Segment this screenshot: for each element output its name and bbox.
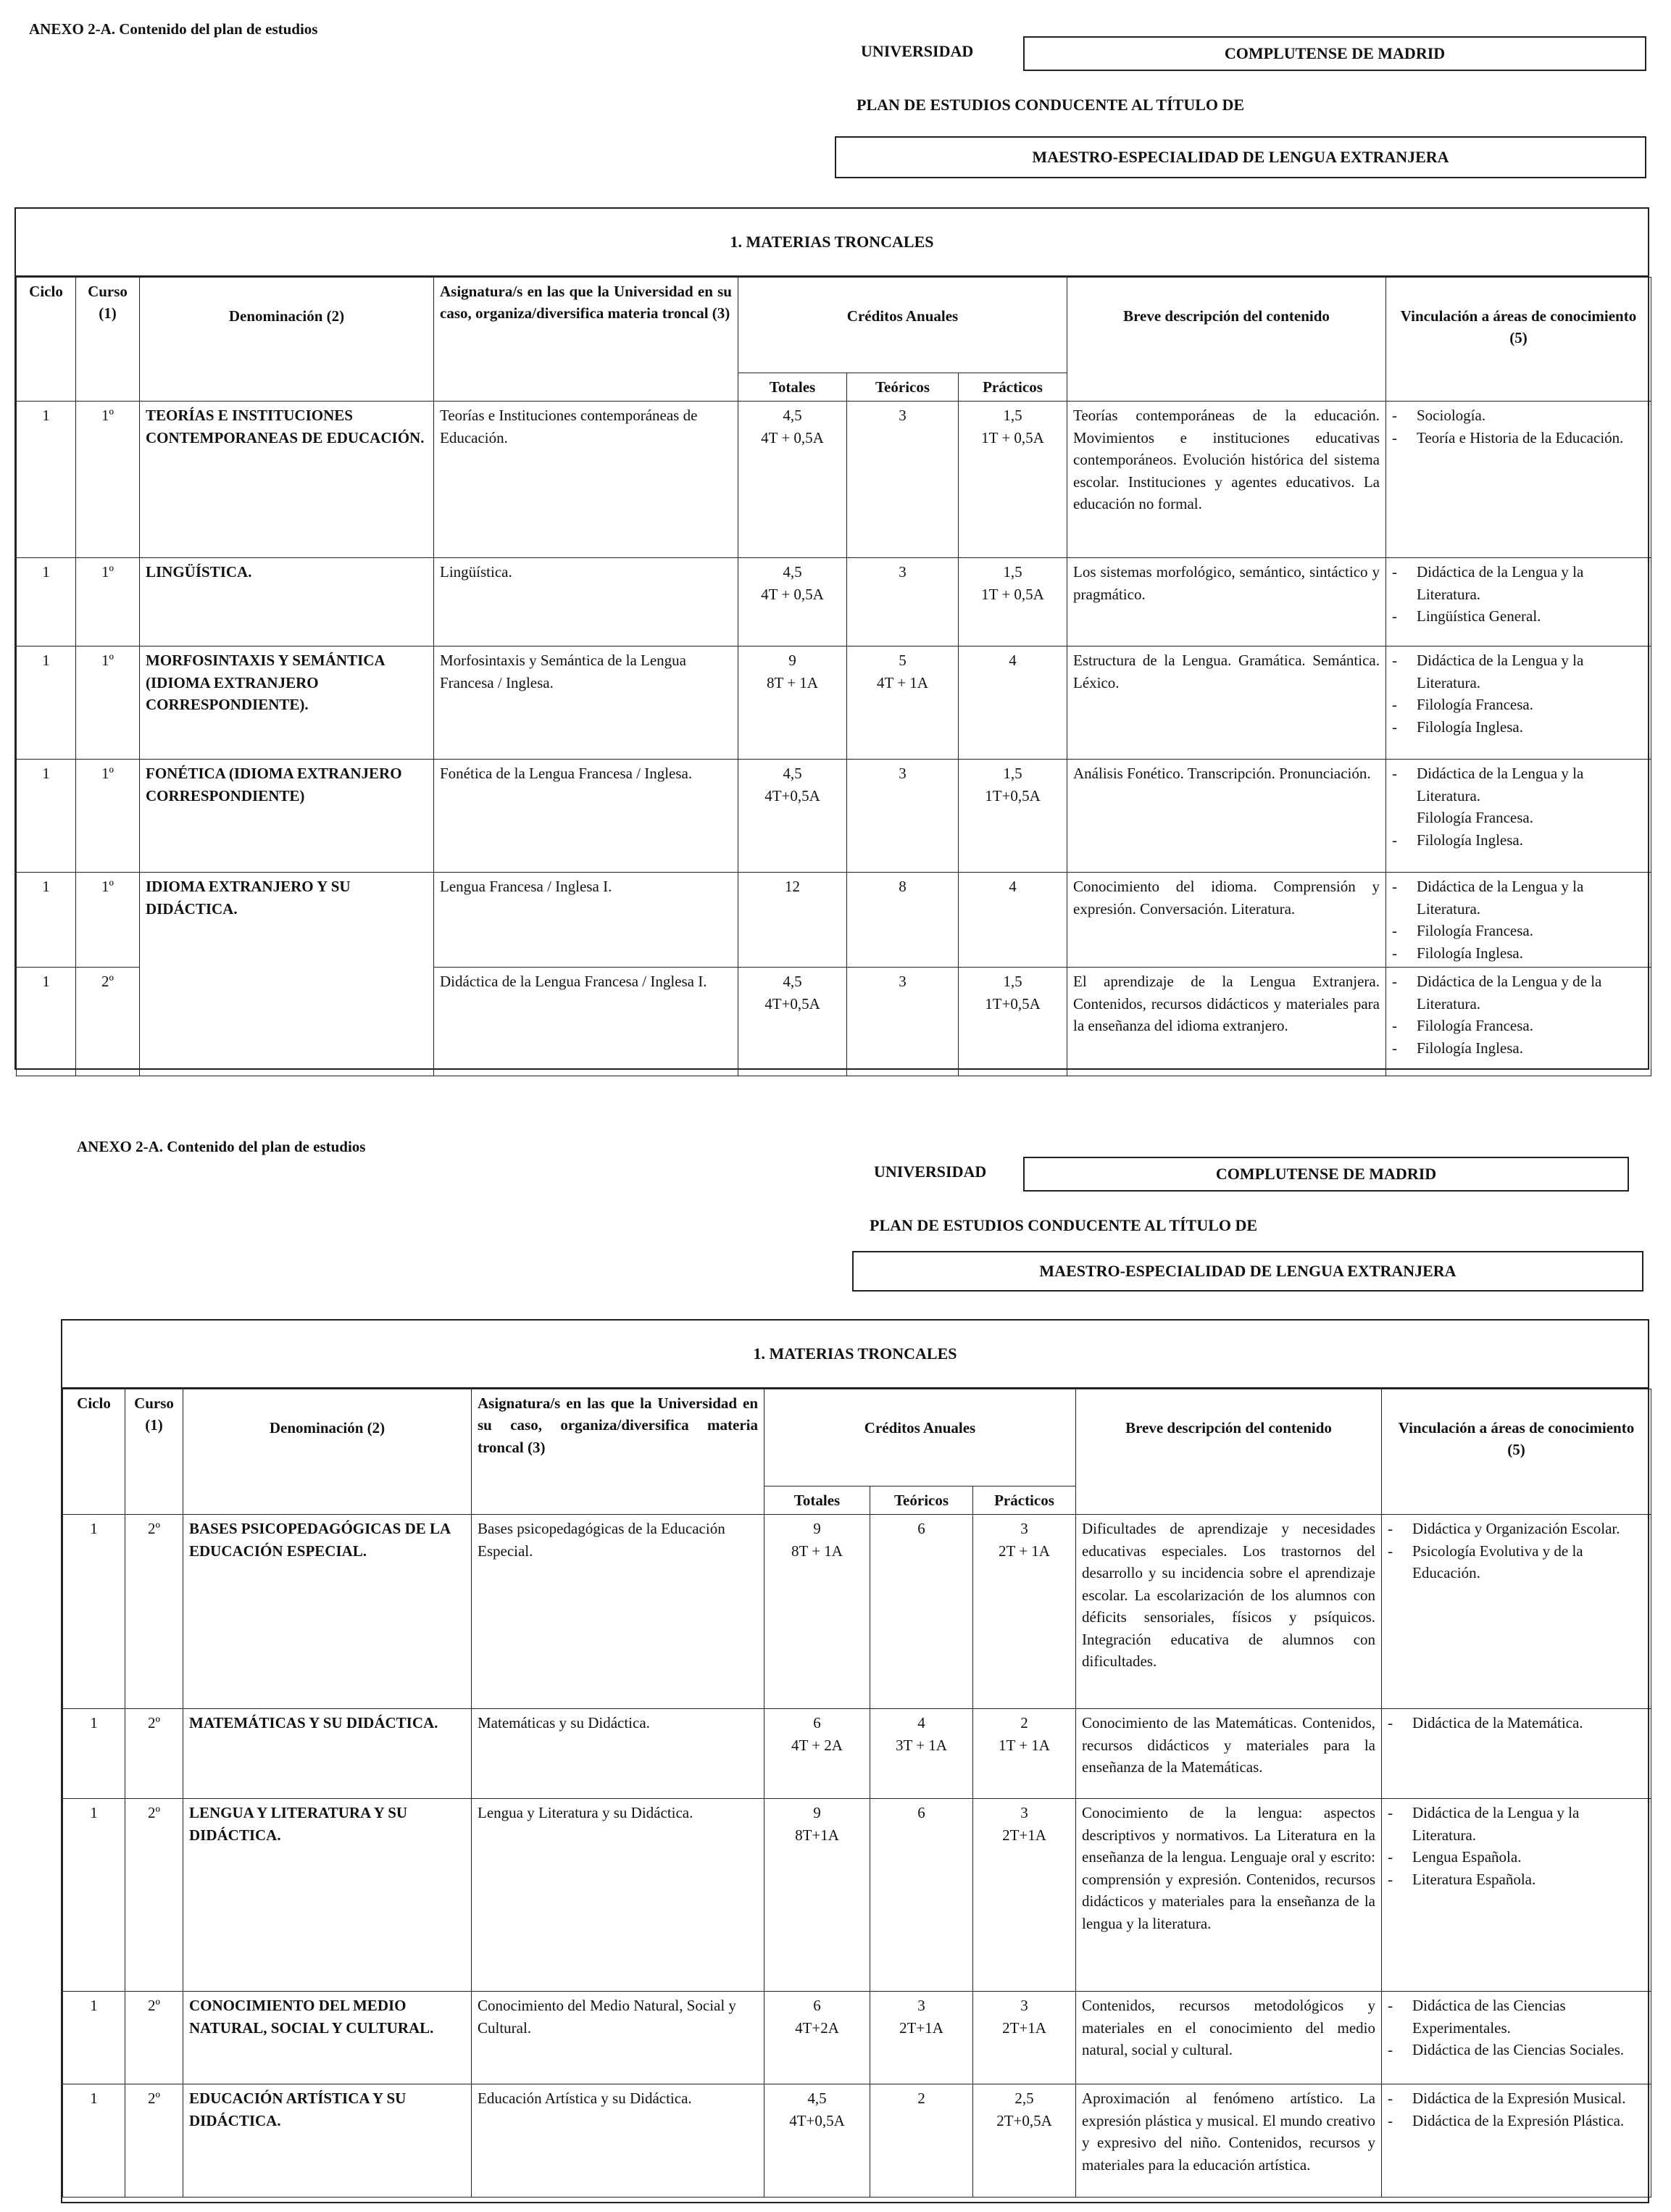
area-item [1388, 1518, 1645, 1539]
totales-value: 4,5 [783, 407, 802, 425]
practicos-breakdown: 2T+1A [1002, 2018, 1046, 2037]
cell-areas [1386, 558, 1651, 646]
cell-areas [1386, 402, 1651, 558]
cell-descripcion: Conocimiento de la lengua: aspectos descriptivos y normativos. La Literatura en la enseñanza de la lengua. Lenguaje oral y escrito: comprensión y expresión. Contenidos, recursos didácticos y materiales para la enseñanza de la lengua y la literatura. [1076, 1799, 1382, 1992]
teoricos-breakdown: 4T + 1A [877, 673, 928, 691]
totales-breakdown: 4T+0,5A [764, 786, 820, 804]
cell-areas [1382, 1799, 1651, 1992]
area-bullet: - [1388, 1714, 1393, 1732]
area-item [1388, 1540, 1645, 1584]
area-item [1392, 942, 1645, 964]
area-text: Filología Francesa. [1417, 696, 1533, 714]
area-item [1392, 561, 1645, 605]
practicos-breakdown: 2T + 1A [999, 1542, 1050, 1560]
area-text: Didáctica de las Ciencias Sociales. [1412, 2041, 1625, 2059]
header-vinculacion: Vinculación a áreas de conocimiento (5) [1386, 278, 1651, 402]
table-row [63, 1992, 1651, 2084]
cell-teoricos [847, 760, 959, 873]
plan-label: PLAN DE ESTUDIOS CONDUCENTE AL TÍTULO DE [870, 1216, 1258, 1234]
area-bullet: - [1388, 1870, 1393, 1888]
cell-asignatura: Didáctica de la Lengua Francesa / Inglesa I. [434, 968, 738, 1076]
cell-practicos [973, 1709, 1076, 1799]
teoricos-value: 6 [917, 1520, 925, 1538]
materias-table-container [61, 1319, 1649, 2203]
cell-ciclo: 1 [17, 760, 76, 873]
table-row [17, 402, 1651, 558]
area-item [1388, 1802, 1645, 1846]
area-text: Didáctica de la Expresión Musical. [1412, 2090, 1626, 2108]
area-item [1388, 2110, 1645, 2132]
cell-areas [1386, 968, 1651, 1076]
area-text: Didáctica de la Lengua y la Literatura. [1417, 563, 1584, 603]
area-bullet: - [1392, 765, 1397, 783]
area-item [1392, 1037, 1645, 1059]
cell-curso: 2º [125, 2084, 183, 2198]
practicos-breakdown: 2T+1A [1002, 1826, 1046, 1844]
cell-totales [764, 1799, 870, 1992]
area-bullet: - [1388, 1520, 1393, 1538]
teoricos-value: 8 [899, 878, 907, 896]
cell-ciclo: 1 [17, 402, 76, 558]
practicos-breakdown: 1T + 0,5A [981, 428, 1044, 446]
totales-value: 12 [785, 878, 800, 896]
cell-areas [1386, 760, 1651, 873]
cell-ciclo: 1 [17, 873, 76, 968]
cell-descripcion: Los sistemas morfológico, semántico, sintáctico y pragmático. [1067, 558, 1386, 646]
table-row [63, 1709, 1651, 1799]
cell-denominacion: TEORÍAS E INSTITUCIONES CONTEMPORANEAS DE EDUCACIÓN. [140, 402, 434, 558]
area-text: Teoría e Historia de la Educación. [1417, 428, 1624, 446]
cell-practicos [959, 968, 1067, 1076]
area-bullet: - [1392, 718, 1397, 736]
cell-ciclo: 1 [17, 558, 76, 646]
area-bullet: - [1392, 973, 1397, 991]
totales-breakdown: 8T+1A [795, 1826, 839, 1844]
area-text: Didáctica de la Lengua y la Literatura. [1417, 878, 1584, 918]
area-bullet: - [1392, 922, 1397, 940]
cell-practicos [973, 2084, 1076, 2198]
totales-value: 4,5 [783, 563, 802, 581]
totales-breakdown: 4T+0,5A [789, 2111, 845, 2129]
area-text: Didáctica de la Lengua y la Literatura. [1412, 1804, 1580, 1844]
header-totales: Totales [738, 373, 847, 402]
teoricos-value: 3 [899, 973, 907, 991]
cell-descripcion: Análisis Fonético. Transcripción. Pronunciación. [1067, 760, 1386, 873]
cell-curso: 1º [76, 402, 140, 558]
area-text: Didáctica de la Matemática. [1412, 1714, 1583, 1732]
cell-teoricos [870, 1799, 973, 1992]
practicos-value: 1,5 [1003, 973, 1022, 991]
cell-curso: 2º [125, 1709, 183, 1799]
practicos-breakdown: 1T+0,5A [985, 994, 1041, 1013]
cell-asignatura: Teorías e Instituciones contemporáneas de Educación. [434, 402, 738, 558]
totales-breakdown: 4T + 2A [791, 1736, 843, 1754]
table-row [17, 873, 1651, 968]
practicos-value: 3 [1020, 1520, 1028, 1538]
area-text: Didáctica y Organización Escolar. [1412, 1520, 1620, 1538]
teoricos-breakdown: 2T+1A [899, 2018, 943, 2037]
area-bullet: - [1392, 607, 1397, 625]
area-text: Filología Francesa. [1417, 922, 1533, 940]
practicos-value: 1,5 [1003, 407, 1022, 425]
practicos-value: 1,5 [1003, 563, 1022, 581]
university-label: UNIVERSIDAD [861, 42, 974, 60]
header-descripcion: Breve descripción del contenido [1067, 278, 1386, 402]
area-text: Literatura Española. [1412, 1870, 1536, 1888]
cell-descripcion: El aprendizaje de la Lengua Extranjera. Contenidos, recursos didácticos y materiales para la enseñanza del idioma extranjero. [1067, 968, 1386, 1076]
header-asignatura: Asignatura/s en las que la Universidad en su caso, organiza/diversifica materia troncal (3) [472, 1389, 764, 1515]
cell-totales [764, 1709, 870, 1799]
cell-denominacion: LENGUA Y LITERATURA Y SU DIDÁCTICA. [183, 1799, 472, 1992]
section-title: 1. MATERIAS TRONCALES [16, 209, 1648, 277]
totales-value: 9 [813, 1520, 821, 1538]
area-text: Didáctica de la Expresión Plástica. [1412, 2111, 1625, 2129]
cell-ciclo: 1 [63, 1709, 125, 1799]
area-text: Lingüística General. [1417, 607, 1541, 625]
table-row [63, 1799, 1651, 1992]
cell-curso: 1º [76, 760, 140, 873]
cell-practicos [973, 1992, 1076, 2084]
practicos-value: 3 [1020, 1997, 1028, 2015]
area-item [1392, 605, 1645, 627]
header-ciclo: Ciclo [63, 1389, 125, 1515]
header-practicos: Prácticos [959, 373, 1067, 402]
teoricos-value: 2 [917, 2090, 925, 2108]
university-name-box: COMPLUTENSE DE MADRID [1023, 1157, 1629, 1192]
table-row [17, 760, 1651, 873]
area-item [1388, 1995, 1645, 2039]
cell-asignatura: Matemáticas y su Didáctica. [472, 1709, 764, 1799]
cell-asignatura: Fonética de la Lengua Francesa / Inglesa. [434, 760, 738, 873]
practicos-breakdown: 1T + 0,5A [981, 585, 1044, 603]
totales-value: 4,5 [783, 765, 802, 783]
header-curso: Curso (1) [125, 1389, 183, 1515]
area-bullet: - [1392, 1017, 1397, 1035]
materias-table [16, 277, 1651, 1076]
cell-denominacion: EDUCACIÓN ARTÍSTICA Y SU DIDÁCTICA. [183, 2084, 472, 2198]
area-bullet: - [1388, 1997, 1393, 2015]
cell-practicos [959, 873, 1067, 968]
area-text: Didáctica de la Lengua y de la Literatura. [1417, 973, 1602, 1013]
cell-totales [738, 402, 847, 558]
totales-breakdown: 4T + 0,5A [761, 585, 824, 603]
cell-descripcion: Contenidos, recursos metodológicos y materiales en el conocimiento del medio natural, social y cultural. [1076, 1992, 1382, 2084]
area-bullet: - [1392, 652, 1397, 670]
cell-denominacion: MATEMÁTICAS Y SU DIDÁCTICA. [183, 1709, 472, 1799]
area-item [1388, 1846, 1645, 1868]
totales-breakdown: 8T + 1A [791, 1542, 843, 1560]
practicos-value: 1,5 [1003, 765, 1022, 783]
cell-asignatura: Morfosintaxis y Semántica de la Lengua Francesa / Inglesa. [434, 646, 738, 760]
area-item [1388, 1712, 1645, 1734]
cell-totales [738, 558, 847, 646]
area-item [1392, 829, 1645, 851]
area-text: Filología Francesa. [1417, 809, 1533, 827]
cell-teoricos [847, 558, 959, 646]
plan-label: PLAN DE ESTUDIOS CONDUCENTE AL TÍTULO DE [857, 96, 1245, 114]
area-bullet: - [1388, 1804, 1393, 1822]
area-item [1392, 404, 1645, 426]
practicos-breakdown: 1T + 1A [999, 1736, 1050, 1754]
table-row [63, 2084, 1651, 2198]
cell-denominacion: MORFOSINTAXIS Y SEMÁNTICA (IDIOMA EXTRANJERO CORRESPONDIENTE). [140, 646, 434, 760]
header-denominacion: Denominación (2) [183, 1389, 472, 1515]
table-row [17, 646, 1651, 760]
cell-areas [1382, 1992, 1651, 2084]
cell-practicos [959, 646, 1067, 760]
cell-asignatura: Educación Artística y su Didáctica. [472, 2084, 764, 2198]
totales-value: 6 [813, 1714, 821, 1732]
cell-denominacion: CONOCIMIENTO DEL MEDIO NATURAL, SOCIAL Y CULTURAL. [183, 1992, 472, 2084]
degree-box: MAESTRO-ESPECIALIDAD DE LENGUA EXTRANJERA [835, 136, 1646, 178]
cell-teoricos [870, 2084, 973, 2198]
cell-descripcion: Dificultades de aprendizaje y necesidades educativas especiales. Los trastornos del desarrollo y su incidencia sobre el aprendizaje escolar. La escolarización de los alumnos con déficits sensoriales, físicos y psíquicos. Integración educativa de alumnos con dificultades. [1076, 1515, 1382, 1709]
cell-descripcion: Estructura de la Lengua. Gramática. Semántica. Léxico. [1067, 646, 1386, 760]
cell-teoricos [847, 646, 959, 760]
area-text: Filología Francesa. [1417, 1017, 1533, 1035]
cell-areas [1382, 1709, 1651, 1799]
practicos-breakdown: 2T+0,5A [996, 2111, 1052, 2129]
cell-totales [738, 873, 847, 968]
cell-descripcion: Conocimiento de las Matemáticas. Contenidos, recursos didácticos y materiales para la enseñanza de la Matemáticas. [1076, 1709, 1382, 1799]
cell-areas [1386, 873, 1651, 968]
area-bullet: - [1392, 944, 1397, 962]
area-item [1392, 970, 1645, 1015]
header-asignatura: Asignatura/s en las que la Universidad en su caso, organiza/diversifica materia troncal (3) [434, 278, 738, 402]
area-item [1392, 716, 1645, 738]
area-bullet: - [1388, 2041, 1393, 2059]
cell-descripcion: Aproximación al fenómeno artístico. La expresión plástica y musical. El mundo creativo y expresivo del niño. Contenidos, recursos y materiales para la educación artística. [1076, 2084, 1382, 2198]
materias-table [62, 1389, 1651, 2198]
section-title: 1. MATERIAS TRONCALES [62, 1321, 1648, 1389]
cell-ciclo: 1 [63, 2084, 125, 2198]
cell-teoricos [847, 402, 959, 558]
area-bullet: - [1392, 1039, 1397, 1057]
cell-curso: 1º [76, 558, 140, 646]
practicos-value: 4 [1009, 652, 1017, 670]
cell-curso: 1º [76, 646, 140, 760]
cell-curso: 1º [76, 873, 140, 968]
university-name-box: COMPLUTENSE DE MADRID [1023, 36, 1646, 71]
totales-value: 4,5 [783, 973, 802, 991]
area-text: Didáctica de la Lengua y la Literatura. [1417, 765, 1584, 804]
cell-curso: 2º [125, 1992, 183, 2084]
totales-breakdown: 4T+2A [795, 2018, 839, 2037]
area-item [1392, 694, 1645, 715]
cell-curso: 2º [125, 1515, 183, 1709]
cell-totales [764, 1515, 870, 1709]
header-creditos: Créditos Anuales [764, 1389, 1076, 1487]
table-row [63, 1515, 1651, 1709]
cell-totales [738, 760, 847, 873]
area-text: Sociología. [1417, 407, 1486, 425]
teoricos-value: 3 [917, 1997, 925, 2015]
cell-denominacion: FONÉTICA (IDIOMA EXTRANJERO CORRESPONDIENTE) [140, 760, 434, 873]
area-text: Filología Inglesa. [1417, 944, 1523, 962]
cell-ciclo: 1 [63, 1799, 125, 1992]
totales-value: 9 [813, 1804, 821, 1822]
cell-ciclo: 1 [63, 1992, 125, 2084]
cell-teoricos [847, 968, 959, 1076]
teoricos-value: 3 [899, 407, 907, 425]
cell-asignatura: Lingüística. [434, 558, 738, 646]
area-bullet: - [1392, 696, 1397, 714]
table-row [17, 558, 1651, 646]
header-teoricos: Teóricos [870, 1487, 973, 1515]
header-denominacion: Denominación (2) [140, 278, 434, 402]
university-label: UNIVERSIDAD [874, 1163, 987, 1181]
area-item [1392, 649, 1645, 694]
area-text: Filología Inglesa. [1417, 1039, 1523, 1057]
cell-practicos [959, 402, 1067, 558]
cell-totales [764, 1992, 870, 2084]
area-bullet [1392, 807, 1417, 828]
cell-asignatura: Bases psicopedagógicas de la Educación Especial. [472, 1515, 764, 1709]
area-bullet: - [1392, 878, 1397, 896]
materias-table-container [14, 207, 1649, 1070]
totales-breakdown: 4T+0,5A [764, 994, 820, 1013]
cell-totales [738, 646, 847, 760]
area-item [1388, 2087, 1645, 2109]
area-item [1392, 427, 1645, 449]
practicos-value: 4 [1009, 878, 1017, 896]
teoricos-breakdown: 3T + 1A [896, 1736, 947, 1754]
teoricos-value: 5 [899, 652, 907, 670]
page-section-2 [0, 1131, 1671, 2212]
cell-asignatura: Lengua y Literatura y su Didáctica. [472, 1799, 764, 1992]
area-bullet: - [1388, 2090, 1393, 2108]
cell-teoricos [870, 1515, 973, 1709]
cell-areas [1382, 1515, 1651, 1709]
cell-descripcion: Teorías contemporáneas de la educación. Movimientos e instituciones educativas contemporáneos. Evolución histórica del sistema escolar. Instituciones y agentes educativos. La educación no formal. [1067, 402, 1386, 558]
header-teoricos: Teóricos [847, 373, 959, 402]
header-vinculacion: Vinculación a áreas de conocimiento (5) [1382, 1389, 1651, 1515]
header-creditos: Créditos Anuales [738, 278, 1067, 373]
cell-practicos [973, 1515, 1076, 1709]
area-item [1392, 920, 1645, 941]
totales-value: 6 [813, 1997, 821, 2015]
header-curso: Curso (1) [76, 278, 140, 402]
cell-practicos [973, 1799, 1076, 1992]
cell-denominacion: BASES PSICOPEDAGÓGICAS DE LA EDUCACIÓN ESPECIAL. [183, 1515, 472, 1709]
practicos-value: 2 [1020, 1714, 1028, 1732]
teoricos-value: 4 [917, 1714, 925, 1732]
header-ciclo: Ciclo [17, 278, 76, 402]
area-text: Didáctica de la Lengua y la Literatura. [1417, 652, 1584, 691]
totales-value: 9 [788, 652, 796, 670]
area-bullet: - [1392, 428, 1397, 446]
area-item [1392, 762, 1645, 807]
area-bullet: - [1392, 407, 1397, 425]
teoricos-value: 3 [899, 563, 907, 581]
area-bullet: - [1392, 563, 1397, 581]
cell-ciclo: 1 [17, 968, 76, 1076]
header-totales: Totales [764, 1487, 870, 1515]
cell-areas [1382, 2084, 1651, 2198]
practicos-breakdown: 1T+0,5A [985, 786, 1041, 804]
area-bullet: - [1388, 1848, 1393, 1866]
teoricos-value: 3 [899, 765, 907, 783]
totales-breakdown: 8T + 1A [767, 673, 818, 691]
area-bullet: - [1388, 1542, 1393, 1560]
area-text: Filología Inglesa. [1417, 831, 1523, 849]
area-bullet: - [1392, 831, 1397, 849]
cell-practicos [959, 558, 1067, 646]
cell-denominacion: LINGÜÍSTICA. [140, 558, 434, 646]
area-item [1392, 807, 1645, 828]
practicos-value: 3 [1020, 1804, 1028, 1822]
area-item [1388, 1868, 1645, 1890]
cell-asignatura: Conocimiento del Medio Natural, Social y Cultural. [472, 1992, 764, 2084]
area-text: Filología Inglesa. [1417, 718, 1523, 736]
area-bullet: - [1388, 2111, 1393, 2129]
annex-title: ANEXO 2-A. Contenido del plan de estudios [77, 1138, 366, 1155]
cell-areas [1386, 646, 1651, 760]
teoricos-value: 6 [917, 1804, 925, 1822]
cell-totales [738, 968, 847, 1076]
cell-practicos [959, 760, 1067, 873]
page-section-1 [0, 0, 1671, 1087]
header-practicos: Prácticos [973, 1487, 1076, 1515]
area-item [1392, 1015, 1645, 1036]
area-item [1392, 876, 1645, 920]
cell-ciclo: 1 [17, 646, 76, 760]
cell-asignatura: Lengua Francesa / Inglesa I. [434, 873, 738, 968]
area-item [1388, 2039, 1645, 2061]
annex-title: ANEXO 2-A. Contenido del plan de estudios [29, 20, 318, 38]
totales-breakdown: 4T + 0,5A [761, 428, 824, 446]
practicos-value: 2,5 [1014, 2090, 1034, 2108]
area-text: Psicología Evolutiva y de la Educación. [1412, 1542, 1583, 1582]
cell-curso: 2º [76, 968, 140, 1076]
cell-ciclo: 1 [63, 1515, 125, 1709]
totales-value: 4,5 [807, 2090, 827, 2108]
cell-curso: 2º [125, 1799, 183, 1992]
cell-totales [764, 2084, 870, 2198]
cell-denominacion: IDIOMA EXTRANJERO Y SU DIDÁCTICA. [140, 873, 434, 1076]
cell-teoricos [870, 1709, 973, 1799]
degree-box: MAESTRO-ESPECIALIDAD DE LENGUA EXTRANJERA [852, 1251, 1643, 1292]
cell-teoricos [847, 873, 959, 968]
area-text: Didáctica de las Ciencias Experimentales. [1412, 1997, 1566, 2037]
header-descripcion: Breve descripción del contenido [1076, 1389, 1382, 1515]
area-text: Lengua Española. [1412, 1848, 1522, 1866]
cell-descripcion: Conocimiento del idioma. Comprensión y expresión. Conversación. Literatura. [1067, 873, 1386, 968]
cell-teoricos [870, 1992, 973, 2084]
